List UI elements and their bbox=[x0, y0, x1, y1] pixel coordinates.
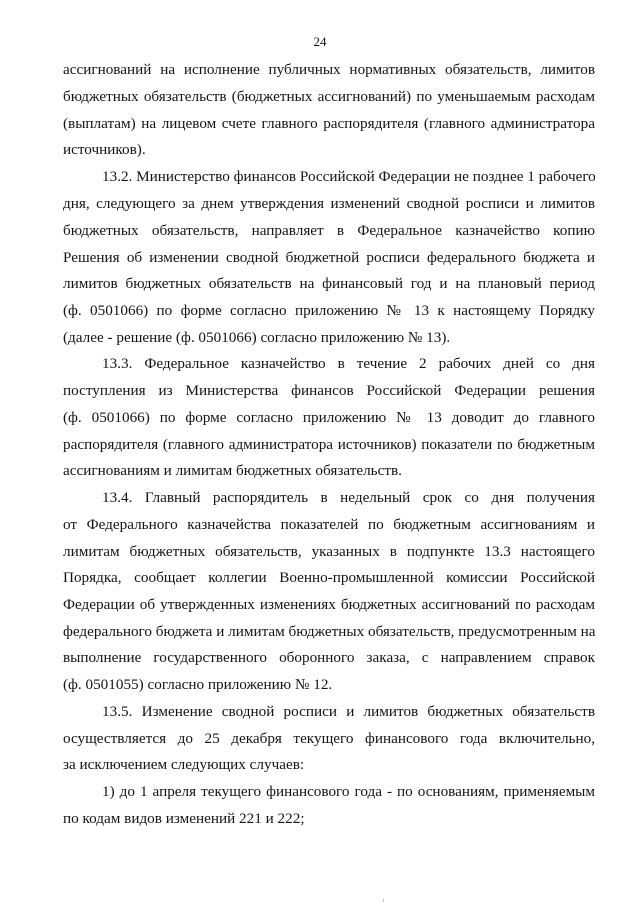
text-line: 1) до 1 апреля текущего финансового года - по основаниям, применяемым bbox=[102, 783, 595, 800]
text-line: бюджетных обязательств (бюджетных ассигнований) по уменьшаемым расходам bbox=[63, 88, 595, 105]
text-line: по кодам видов изменений 221 и 222; bbox=[63, 810, 305, 827]
text-line: выполнение государственного оборонного заказа, с направлением справок bbox=[63, 649, 595, 666]
text-line: дня, следующего за днем утверждения изменений сводной росписи и лимитов bbox=[63, 195, 595, 212]
text-line: бюджетных обязательств, направляет в Федеральное казначейство копию bbox=[63, 222, 595, 239]
text-line: распорядителя (главного администратора источников) показатели по бюджетным bbox=[63, 436, 595, 453]
text-line: (ф. 0501066) по форме согласно приложению № 13 к настоящему Порядку bbox=[63, 302, 595, 319]
scan-mark bbox=[383, 899, 384, 902]
page-number: 24 bbox=[313, 34, 327, 49]
text-line: лимитов бюджетных обязательств на финансовый год и на плановый период bbox=[63, 275, 595, 292]
text-line: Порядка, сообщает коллегии Военно-промышленной комиссии Российской bbox=[63, 569, 595, 586]
text-line: (ф. 0501055) согласно приложению № 12. bbox=[63, 676, 333, 693]
text-line: федерального бюджета и лимитам бюджетных обязательств, предусмотренным на bbox=[63, 623, 596, 640]
text-line: 13.2. Министерство финансов Российской Федерации не позднее 1 рабочего bbox=[102, 168, 596, 185]
text-line: (ф. 0501066) по форме согласно приложению № 13 доводит до главного bbox=[63, 409, 595, 426]
text-line: Решения об изменении сводной бюджетной росписи федерального бюджета и bbox=[63, 249, 595, 266]
text-line: осуществляется до 25 декабря текущего финансового года включительно, bbox=[63, 730, 595, 747]
text-line: ассигнованиям и лимитам бюджетных обязательств. bbox=[63, 462, 402, 479]
text-line: поступления из Министерства финансов Российской Федерации решения bbox=[63, 382, 595, 399]
text-line: ассигнований на исполнение публичных нормативных обязательств, лимитов bbox=[63, 61, 595, 78]
text-line: Федерации об утвержденных изменениях бюджетных ассигнований по расходам bbox=[63, 596, 595, 613]
text-line: за исключением следующих случаев: bbox=[63, 756, 305, 773]
text-line: лимитам бюджетных обязательств, указанных в подпункте 13.3 настоящего bbox=[63, 543, 595, 560]
text-line: (выплатам) на лицевом счете главного распорядителя (главного администратора bbox=[63, 115, 595, 132]
text-line: 13.4. Главный распорядитель в недельный срок со дня получения bbox=[102, 489, 595, 506]
text-line: от Федерального казначейства показателей по бюджетным ассигнованиям и bbox=[63, 516, 595, 533]
text-line: 13.5. Изменение сводной росписи и лимитов бюджетных обязательств bbox=[102, 703, 595, 720]
text-line: источников). bbox=[63, 141, 146, 158]
text-line: 13.3. Федеральное казначейство в течение 2 рабочих дней со дня bbox=[102, 355, 595, 372]
text-line: (далее - решение (ф. 0501066) согласно приложению № 13). bbox=[63, 329, 451, 346]
